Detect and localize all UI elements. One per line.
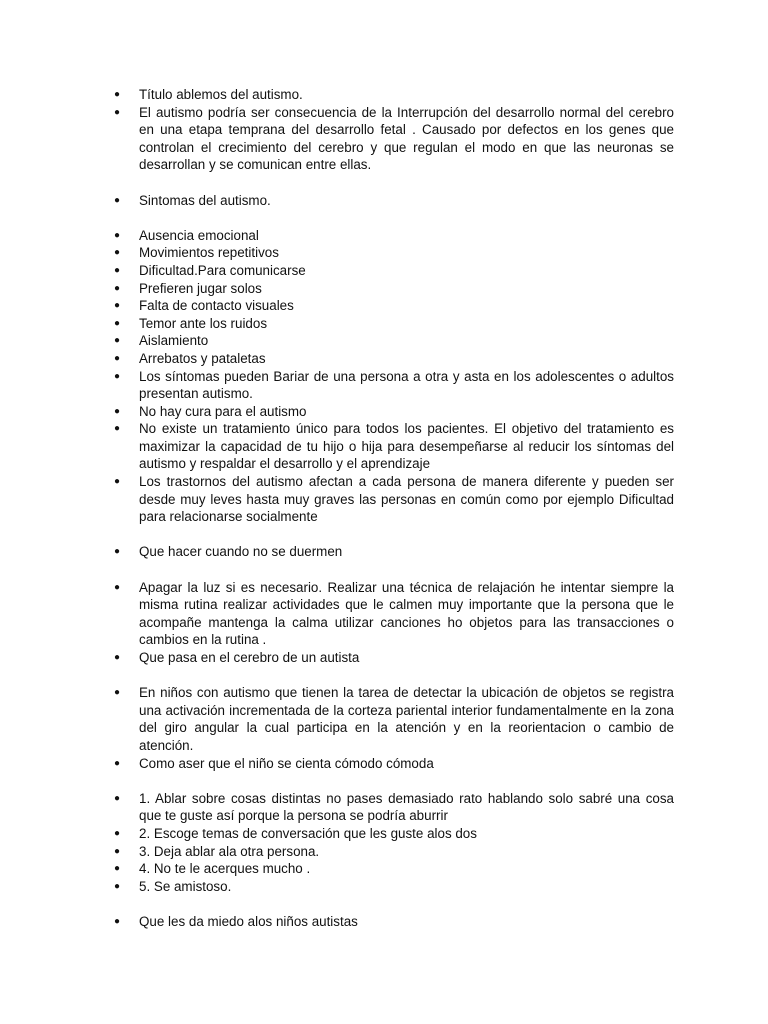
list-item (114, 825, 674, 843)
list-item (114, 543, 674, 561)
bullet-icon: ● (114, 476, 121, 488)
list-item-text: Que hacer cuando no se duermen (139, 544, 343, 560)
list-item (114, 86, 674, 104)
list-item-text: Que les da miedo alos niños autistas (139, 913, 358, 929)
bullet-icon: ● (114, 863, 121, 875)
list-item-text: Los trastornos del autismo afectan a cada persona de manera diferente y pueden ser desde muy leves hasta muy graves las personas en común como por ejemplo Dificultad para relacionarse socialmente (139, 474, 674, 525)
bullet-icon: ● (114, 264, 121, 276)
bullet-icon: ● (114, 546, 121, 558)
bullet-icon: ● (114, 845, 121, 857)
list-item (114, 297, 674, 315)
list-item-text: Arrebatos y pataletas (139, 350, 266, 366)
list-item (114, 332, 674, 350)
bullet-icon: ● (114, 652, 121, 663)
bullet-icon: ● (114, 792, 121, 804)
list-item-text: Título ablemos del autismo. (139, 87, 303, 102)
list-item (114, 104, 674, 174)
list-item (114, 420, 674, 473)
bullet-list (114, 86, 674, 931)
list-item (114, 350, 674, 368)
list-item (114, 843, 674, 861)
bullet-icon: ● (114, 194, 121, 206)
bullet-icon: ● (114, 247, 121, 259)
list-item (114, 244, 674, 262)
list-item (114, 860, 674, 878)
list-item-text: No hay cura para el autismo (139, 403, 307, 419)
bullet-icon: ● (114, 106, 121, 118)
list-item-text: Movimientos repetitivos (139, 245, 279, 261)
list-item-text: Que pasa en el cerebro de un autista (139, 650, 360, 665)
list-item-text: Sintomas del autismo. (139, 192, 271, 208)
list-item (114, 878, 674, 896)
list-item (114, 403, 674, 421)
list-item (114, 579, 674, 649)
bullet-icon: ● (114, 317, 121, 329)
list-item (114, 368, 674, 403)
bullet-icon: ● (114, 827, 121, 839)
list-item-text: Aislamiento (139, 333, 209, 349)
list-item-text: El autismo podría ser consecuencia de la Interrupción del desarrollo normal del cerebro en una etapa temprana del desarrollo fetal . Causado por defectos en los genes que controlan el crecimiento del cerebro y que regulan el modo en que las neuronas se desarrollan y se comunican entre ellas. (139, 104, 674, 173)
list-item-text: Dificultad.Para comunicarse (139, 262, 306, 278)
list-item (114, 649, 674, 667)
list-item (114, 262, 674, 280)
bullet-icon: ● (114, 300, 121, 312)
list-item-text: Falta de contacto visuales (139, 298, 294, 314)
list-item-text: Temor ante los ruidos (139, 315, 268, 331)
list-item-text: 2. Escoge temas de conversación que les guste alos dos (139, 825, 477, 841)
bullet-icon: ● (114, 405, 121, 417)
list-item (114, 790, 674, 825)
bullet-icon: ● (114, 370, 121, 382)
list-item-text: Prefieren jugar solos (139, 280, 262, 296)
list-item-text: 5. Se amistoso. (139, 878, 232, 894)
list-item (114, 280, 674, 298)
bullet-icon: ● (114, 880, 121, 892)
list-item-text: Apagar la luz si es necesario. Realizar una técnica de relajación he intentar siempre la misma rutina realizar actividades que le calmen muy importante que la persona que le acompañe mantenga la calma utilizar canciones ho objetos para las transacciones o cambios en la rutina . (139, 579, 674, 648)
bullet-icon: ● (114, 282, 121, 294)
list-item-text: 3. Deja ablar ala otra persona. (139, 843, 320, 859)
bullet-icon: ● (114, 229, 121, 241)
list-item-text: 1. Ablar sobre cosas distintas no pases demasiado rato hablando solo sabré una cosa que te guste así porque la persona se podría aburrir (139, 790, 674, 824)
bullet-icon: ● (114, 581, 121, 593)
list-item-text: 4. No te le acerques mucho . (139, 861, 311, 877)
list-item (114, 473, 674, 526)
list-item (114, 684, 674, 754)
list-item-text: Los síntomas pueden Bariar de una persona a otra y asta en los adolescentes o adultos presentan autismo. (139, 368, 674, 402)
list-item-text: Como aser que el niño se cienta cómodo cómoda (139, 755, 434, 771)
list-item (114, 227, 674, 245)
bullet-icon: ● (114, 423, 121, 435)
bullet-icon: ● (114, 915, 121, 927)
list-item-text: No existe un tratamiento único para todos los pacientes. El objetivo del tratamiento es maximizar la capacidad de tu hijo o hija para desempeñarse al reducir los síntomas del autismo y respaldar el desarrollo y el aprendizaje (139, 421, 674, 472)
bullet-icon: ● (114, 335, 121, 347)
list-item (114, 315, 674, 333)
list-item (114, 755, 674, 773)
bullet-icon: ● (114, 687, 121, 699)
list-item (114, 192, 674, 210)
list-item-text: Ausencia emocional (139, 227, 259, 243)
bullet-icon: ● (114, 757, 121, 769)
list-item-text: En niños con autismo que tienen la tarea de detectar la ubicación de objetos se registra una activación incrementada de la corteza pariental interior fundamentalmente en la zona del giro angular la cual participa en la atención y en la reorientacion o cambio de atención. (139, 685, 674, 753)
list-item (114, 913, 674, 931)
bullet-icon: ● (114, 89, 121, 100)
bullet-icon: ● (114, 352, 121, 364)
